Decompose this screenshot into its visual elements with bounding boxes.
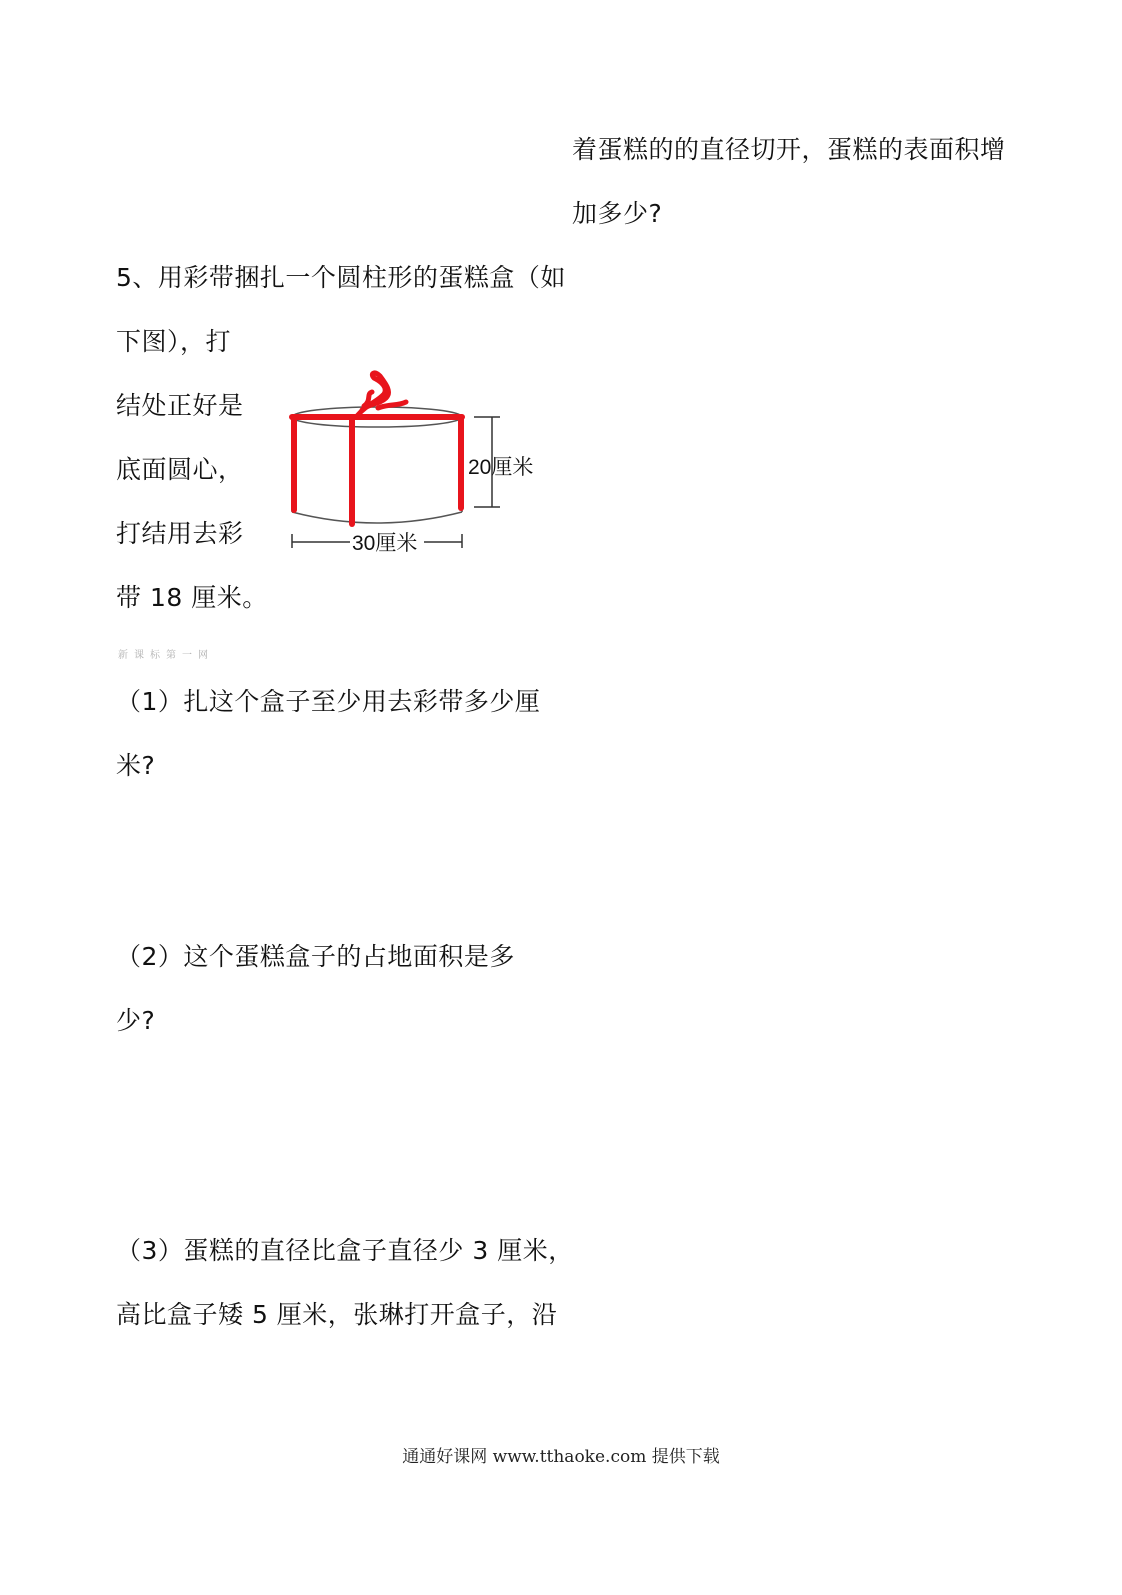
right-text-line-1: 着蛋糕的的直径切开，蛋糕的表面积增 — [572, 135, 1006, 164]
question3-line-1: （3）蛋糕的直径比盒子直径少 3 厘米， — [116, 1236, 574, 1265]
question2-line-1: （2）这个蛋糕盒子的占地面积是多 — [116, 942, 515, 971]
ribbon-bow — [357, 373, 406, 416]
ribbon — [292, 373, 462, 524]
problem5-line-6: 带 18 厘米。 — [116, 583, 268, 612]
page-footer: 通通好课网 www.tthaoke.com 提供下载 — [402, 1447, 720, 1467]
right-text-line-2: 加多少? — [572, 199, 663, 228]
cake-box-diagram — [282, 364, 544, 560]
watermark: 新课标第一网 — [118, 650, 214, 661]
problem5-line-3: 结处正好是 — [116, 391, 244, 420]
problem5-line-5: 打结用去彩 — [116, 519, 244, 548]
question1-line-1: （1）扎这个盒子至少用去彩带多少厘 — [116, 687, 541, 716]
height-label: 20厘米 — [468, 456, 534, 479]
question3-line-2: 高比盒子矮 5 厘米，张琳打开盒子，沿 — [116, 1300, 558, 1329]
problem5-line-4: 底面圆心， — [116, 455, 244, 484]
problem5-line-2: 下图），打 — [116, 327, 232, 356]
question1-line-2: 米? — [116, 751, 156, 780]
question2-line-2: 少? — [116, 1006, 156, 1035]
problem5-line-1: 5、用彩带捆扎一个圆柱形的蛋糕盒（如 — [116, 263, 566, 292]
diameter-label: 30厘米 — [352, 532, 418, 555]
cylinder-bottom-arc — [292, 512, 462, 523]
